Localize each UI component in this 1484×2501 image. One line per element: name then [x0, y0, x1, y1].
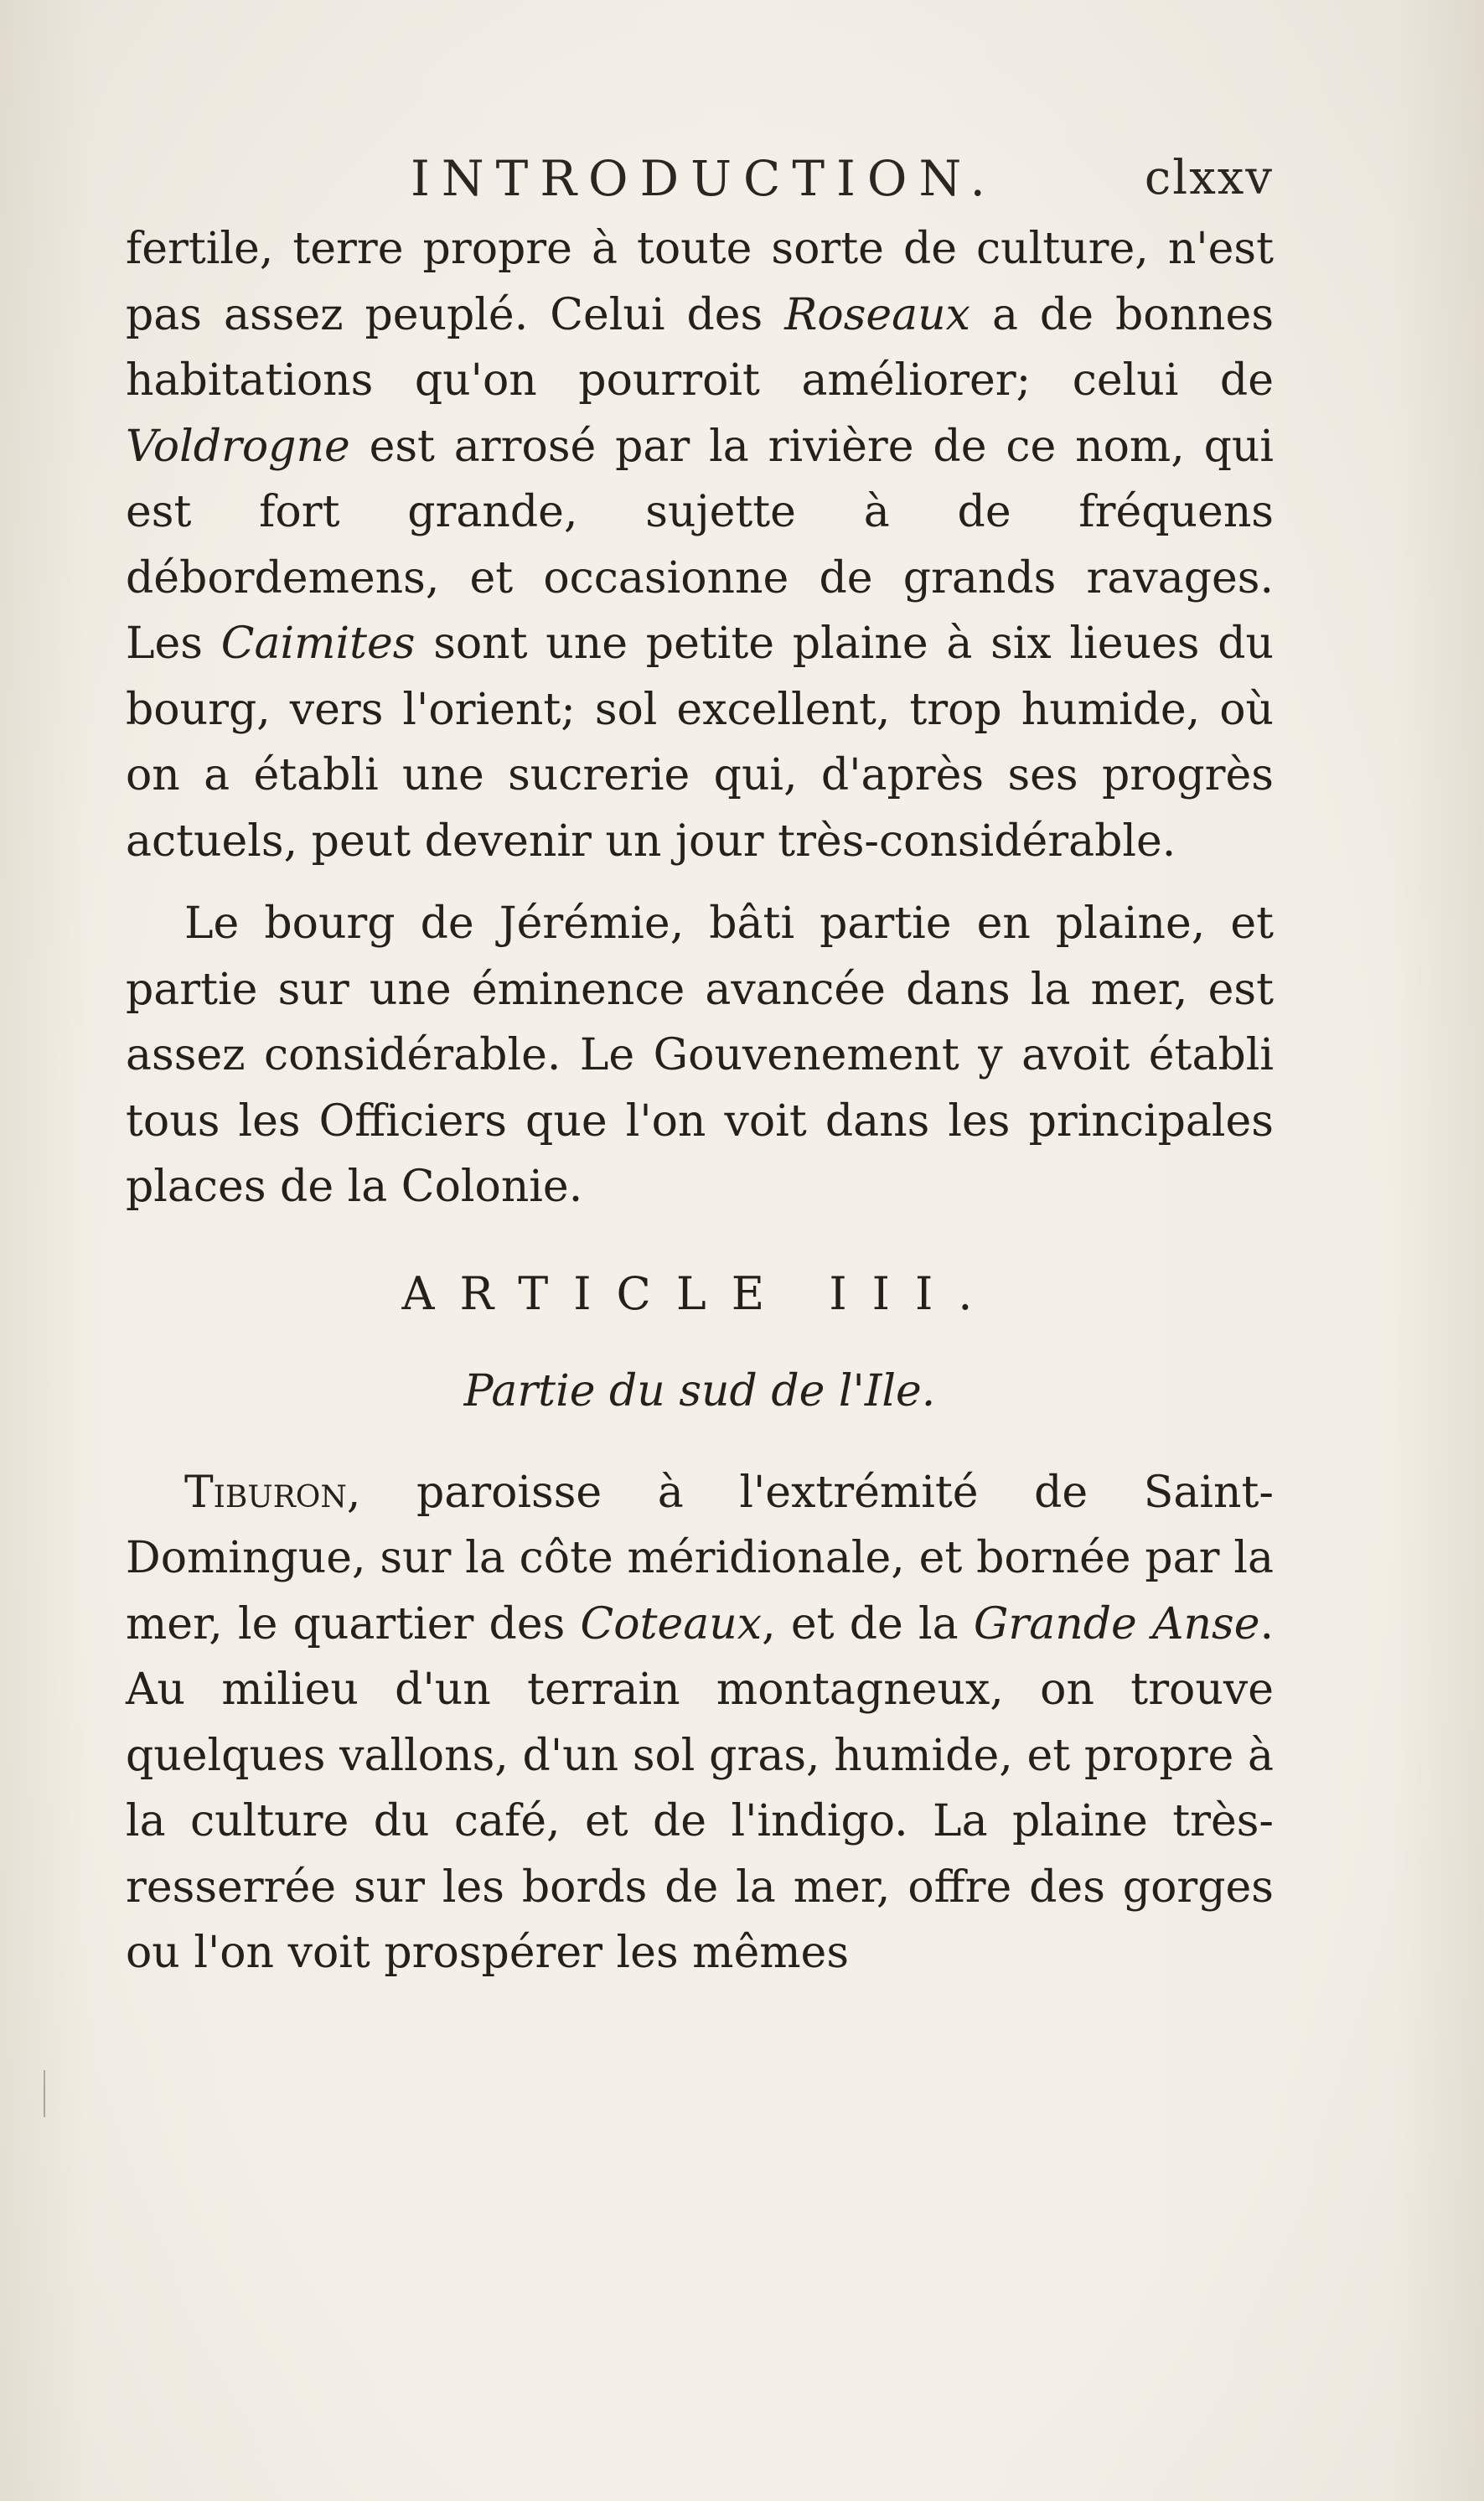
running-head: INTRODUCTION.: [411, 150, 997, 207]
text-run: , paroisse à l'extrémité de Saint-Domingue, sur la côte méridionale, et bornée par la mer, le quartier des: [126, 1467, 1274, 1649]
place-name-smallcaps: Tiburon: [184, 1467, 347, 1518]
text-run: sont une petite plaine à six lieues du bourg, vers l'orient; sol excellent, trop humide, où on a établi une sucrerie qui, d'après ses progrès actuels, peut devenir un jour très-considérable.: [126, 619, 1274, 867]
place-name: Grande Anse: [973, 1598, 1260, 1649]
text-run: , et de la: [762, 1598, 974, 1649]
article-heading: ARTICLE III.: [401, 1266, 998, 1320]
margin-mark: [44, 2070, 50, 2117]
place-name: Coteaux: [580, 1598, 763, 1649]
page-header: [126, 141, 1274, 216]
text-run: . Au milieu d'un terrain montagneux, on trouve quelques vallons, d'un sol gras, humide, et propre à la culture du café, et de l'indigo. La plaine très-resserrée sur les bords de la mer, offre des gorges ou l'on voit prospérer les mêmes: [126, 1598, 1274, 1978]
text-run: est arrosé par la rivière de ce nom, qui est fort grande, sujette à de fréquens débordemens, et occasionne de grands ravages. Les: [126, 421, 1274, 669]
paragraph-3: [126, 1460, 1274, 1986]
page-number: clxxv: [1144, 151, 1274, 205]
place-name: Voldrogne: [126, 421, 350, 472]
place-name: Roseaux: [784, 289, 970, 340]
text-run: fertile, terre propre à toute sorte de culture, n'est pas assez peuplé. Celui des: [126, 224, 1274, 340]
body-text: [126, 216, 1274, 1986]
paragraph-1: [126, 216, 1274, 874]
text-run: a de bonnes habitations qu'on pourroit améliorer; celui de: [126, 289, 1275, 406]
place-name: Caimites: [220, 619, 416, 669]
paragraph-2: Le bourg de Jérémie, bâti partie en plaine, et partie sur une éminence avancée dans la mer, est assez considérable. Le Gouvenement y avoit établi tous les Officiers que l'on voit dans les principales places de la Colonie.: [126, 898, 1274, 1212]
article-subheading: Partie du sud de l'Ile.: [463, 1365, 936, 1416]
